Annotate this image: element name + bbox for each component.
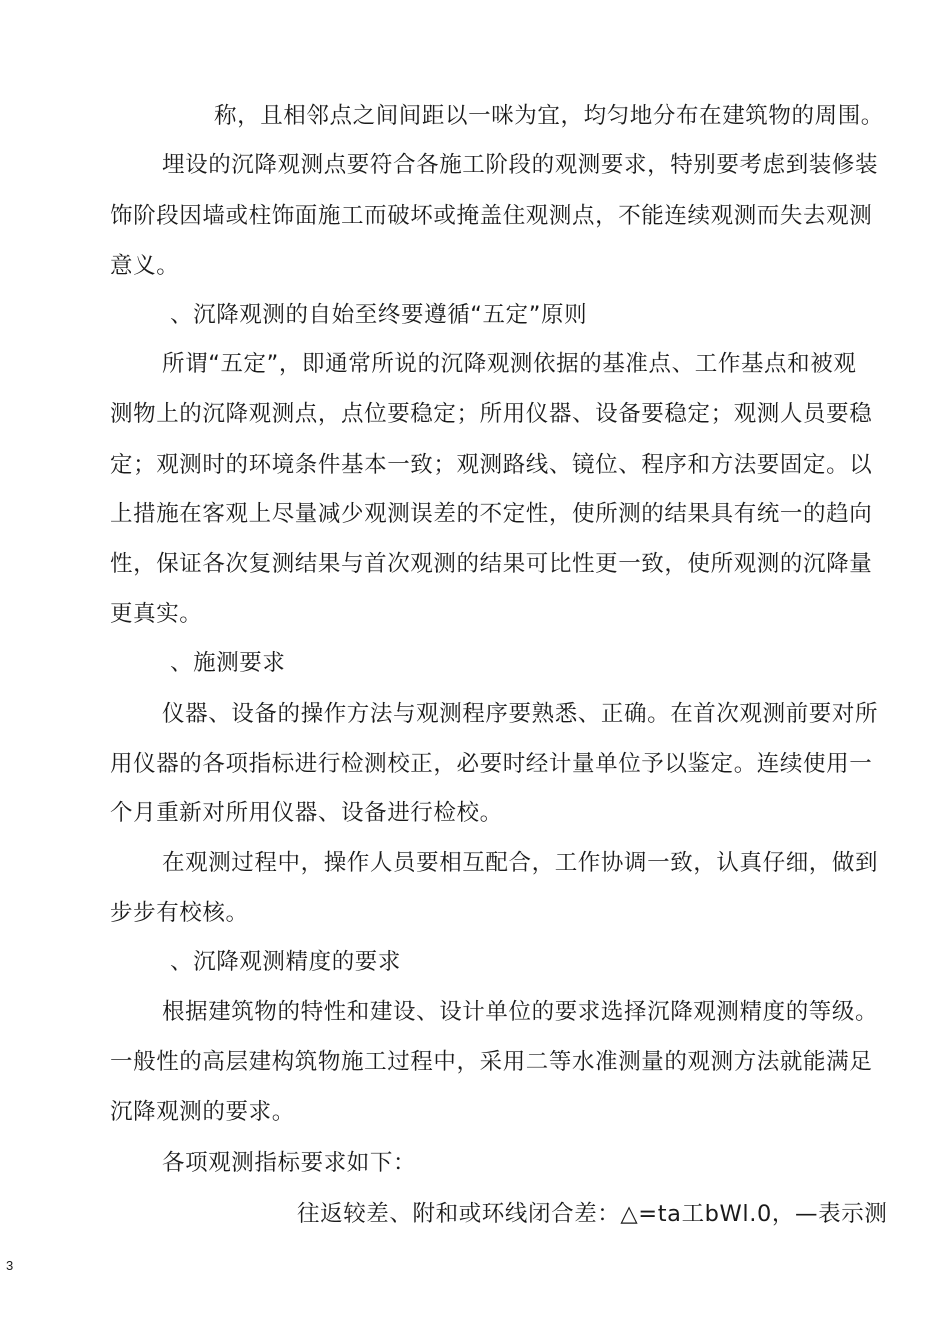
text-line-13: 仪器、设备的操作方法与观测程序要熟悉、正确。在首次观测前要对所 [162,701,879,727]
text-line-16: 在观测过程中，操作人员要相互配合，工作协调一致，认真仔细，做到 [162,850,879,876]
text-line-4: 意义。 [110,253,180,279]
text-line-9: 上措施在客观上尽量减少观测误差的不定性，使所测的结果具有统一的趋向 [110,501,873,527]
text-line-21: 沉降观测的要求。 [110,1099,295,1125]
section-heading-precision-requirements: 、沉降观测精度的要求 [170,949,402,975]
text-line-1: 称，且相邻点之间间距以一咪为宜，均匀地分布在建筑物的周围。 [214,103,884,129]
text-line-17: 步步有校核。 [110,900,249,926]
text-line-19: 根据建筑物的特性和建设、设计单位的要求选择沉降观测精度的等级。 [162,999,879,1025]
text-line-22: 各项观测指标要求如下： [162,1150,417,1176]
formula-line: 往返较差、附和或环线闭合差：△=ta工bWl.0，—表示测 [297,1201,888,1227]
text-line-2: 埋设的沉降观测点要符合各施工阶段的观测要求，特别要考虑到装修装 [162,152,879,178]
section-heading-measurement-requirements: 、施测要求 [170,650,286,676]
text-line-7: 测物上的沉降观测点，点位要稳定；所用仪器、设备要稳定；观测人员要稳 [110,401,873,427]
text-line-6: 所谓“五定”，即通常所说的沉降观测依据的基准点、工作基点和被观 [162,351,857,377]
text-line-10: 性，保证各次复测结果与首次观测的结果可比性更一致，使所观测的沉降量 [110,551,873,577]
text-line-14: 用仪器的各项指标进行检测校正，必要时经计量单位予以鉴定。连续使用一 [110,751,873,777]
text-line-8: 定；观测时的环境条件基本一致；观测路线、镜位、程序和方法要固定。以 [110,452,873,478]
text-line-11: 更真实。 [110,601,203,627]
text-line-20: 一般性的高层建构筑物施工过程中，采用二等水准测量的观测方法就能满足 [110,1049,873,1075]
text-line-15: 个月重新对所用仪器、设备进行检校。 [110,800,503,826]
page-number: 3 [6,1258,14,1273]
text-line-3: 饰阶段因墙或柱饰面施工而破坏或掩盖住观测点，不能连续观测而失去观测 [110,203,873,229]
section-heading-five-principles: 、沉降观测的自始至终要遵循“五定”原则 [170,302,588,328]
